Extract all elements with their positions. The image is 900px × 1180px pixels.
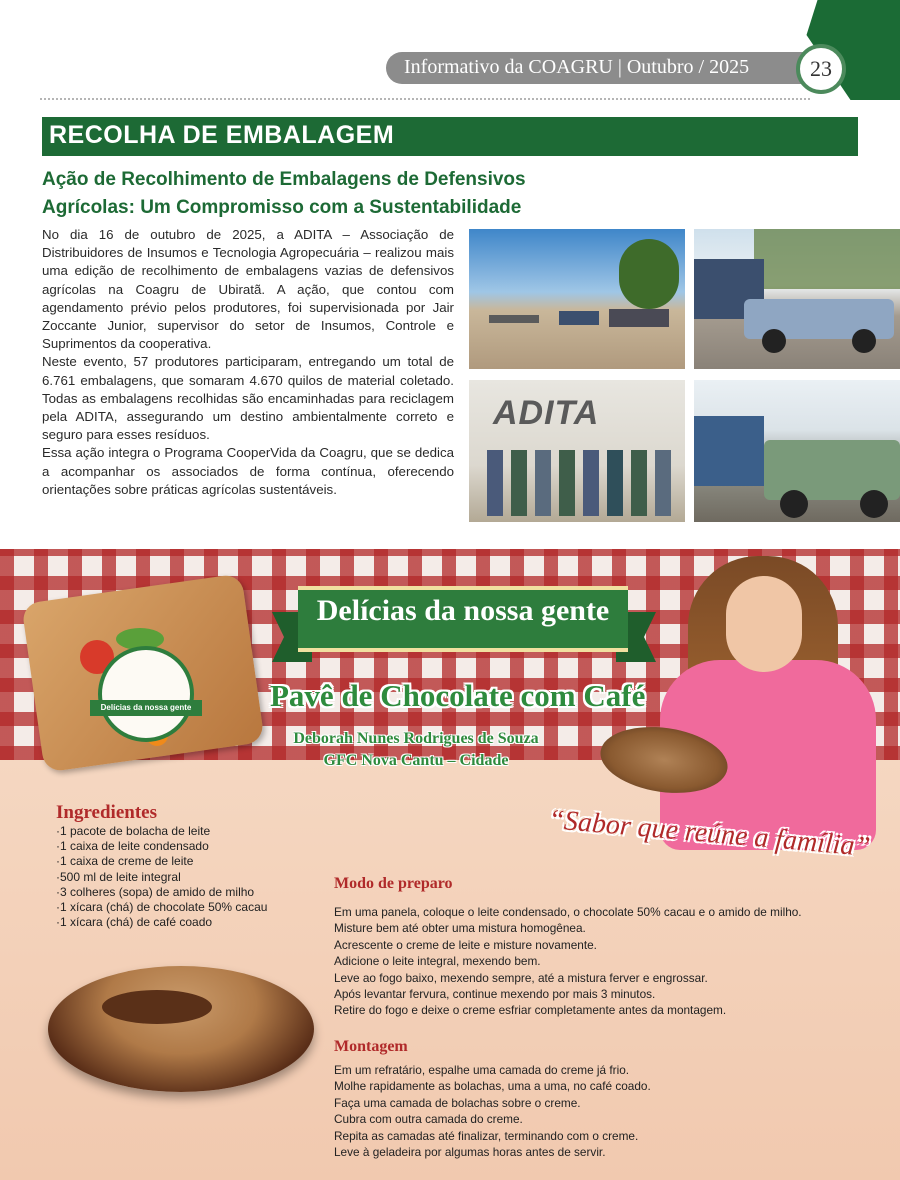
recipe-slogan: “Sabor que reúne a família” bbox=[547, 804, 872, 863]
prep-step: Retire do fogo e deixe o creme esfriar completamente antes da montagem. bbox=[334, 1003, 727, 1018]
recipe-badge bbox=[98, 646, 194, 742]
prep-step: Após levantar fervura, continue mexendo por mais 3 minutos. bbox=[334, 987, 656, 1002]
pave-bowl-chocolate bbox=[102, 990, 212, 1024]
ingredient-item: ·500 ml de leite integral bbox=[56, 869, 181, 884]
publication-title: Informativo da COAGRU | Outubro / 2025 bbox=[404, 56, 750, 78]
recipe-location: GFC Nova Cantu – Cidade bbox=[323, 752, 509, 769]
photo-pickup-truck-art bbox=[694, 229, 900, 369]
prep-step: Adicione o leite integral, mexendo bem. bbox=[334, 954, 541, 969]
ingredients-title: Ingredientes bbox=[56, 802, 157, 823]
assembly-step: Cubra com outra camada do creme. bbox=[334, 1112, 523, 1127]
ingredient-item: ·1 xícara (chá) de chocolate 50% cacau bbox=[56, 900, 268, 915]
ingredients-list bbox=[56, 824, 267, 930]
adita-logo: ADITA bbox=[493, 394, 600, 432]
header-divider bbox=[40, 98, 810, 100]
article-paragraph-1: No dia 16 de outubro de 2025, a ADITA – Associação de Distribuidores de Insumos e Tecnologia Agropecuária – realizou mais uma edição de recolhimento de embalagens vazias de defensivos agrícolas na Coagru de Ubiratã. A ação, que contou com agendamento prévio pelos produtores, foi supervisionada por Jair Zoccante Junior, supervisor do setor de Insumos, Controle e Suprimentos da cooperativa. bbox=[42, 227, 454, 352]
ingredient-item: ·1 xícara (chá) de café coado bbox=[56, 915, 213, 930]
recipe-badge-ribbon: Delícias da nossa gente bbox=[90, 700, 202, 716]
photo-trucks-field-art bbox=[469, 229, 685, 369]
prep-title: Modo de preparo bbox=[334, 875, 453, 892]
assembly-step: Em um refratário, espalhe uma camada do creme já frio. bbox=[334, 1063, 630, 1077]
article-paragraph-2: Neste evento, 57 produtores participaram, entregando um total de 6.761 embalagens, que somaram 4.670 quilos de material coletado. Todas as embalagens recolhidas são encaminhadas para reciclagem pela ADITA, assegurando um destino ambientalmente correto e seguro para esses resíduos. bbox=[42, 354, 454, 443]
assembly-step: Leve à geladeira por algumas horas antes de servir. bbox=[334, 1145, 606, 1160]
section-title: RECOLHA DE EMBALAGEM bbox=[49, 121, 395, 149]
prep-step: Em uma panela, coloque o leite condensado, o chocolate 50% cacau e o amido de milho. bbox=[334, 905, 802, 919]
prep-step: Leve ao fogo baixo, mexendo sempre, até a mistura ferver e engrossar. bbox=[334, 970, 708, 985]
pave-bowl-photo bbox=[48, 966, 314, 1092]
recipe-banner-text: Delícias da nossa gente bbox=[316, 594, 610, 627]
photo-old-jeep-art bbox=[694, 380, 900, 522]
assembly-title: Montagem bbox=[334, 1038, 408, 1055]
ingredient-item: ·1 caixa de creme de leite bbox=[56, 854, 194, 869]
page-number: 23 bbox=[796, 44, 846, 94]
assembly-step: Molhe rapidamente as bolachas, uma a uma, no café coado. bbox=[334, 1079, 651, 1094]
person-photo-face bbox=[726, 576, 802, 672]
prep-step: Misture bem até obter uma mistura homogênea. bbox=[334, 921, 586, 936]
ingredient-item: ·1 caixa de leite condensado bbox=[56, 839, 209, 854]
article-body bbox=[42, 226, 454, 499]
ingredient-item: ·1 pacote de bolacha de leite bbox=[56, 824, 211, 838]
article-headline: Ação de Recolhimento de Embalagens de Defensivos Agrícolas: Um Compromisso com a Sustentabilidade bbox=[42, 169, 526, 218]
assembly-step: Faça uma camada de bolachas sobre o creme. bbox=[334, 1095, 581, 1110]
assembly-step: Repita as camadas até finalizar, terminando com o creme. bbox=[334, 1128, 639, 1143]
ingredient-item: ·3 colheres (sopa) de amido de milho bbox=[56, 884, 255, 899]
prep-step: Acrescente o creme de leite e misture novamente. bbox=[334, 937, 597, 952]
recipe-author: Deborah Nunes Rodrigues de Souza bbox=[293, 730, 539, 747]
photo-old-jeep bbox=[694, 380, 900, 522]
recipe-author-block bbox=[266, 728, 566, 772]
prep-steps bbox=[334, 904, 894, 1019]
assembly-steps bbox=[334, 1062, 894, 1160]
photo-adita-team bbox=[469, 380, 685, 522]
recipe-title: Pavê de Chocolate com Café bbox=[270, 678, 646, 713]
article-paragraph-3: Essa ação integra o Programa CooperVida da Coagru, que se dedica a acompanhar os associados de forma contínua, oferecendo orientações sobre práticas agrícolas sustentáveis. bbox=[42, 445, 454, 497]
photo-pickup-truck bbox=[694, 229, 900, 369]
photo-trucks-field bbox=[469, 229, 685, 369]
